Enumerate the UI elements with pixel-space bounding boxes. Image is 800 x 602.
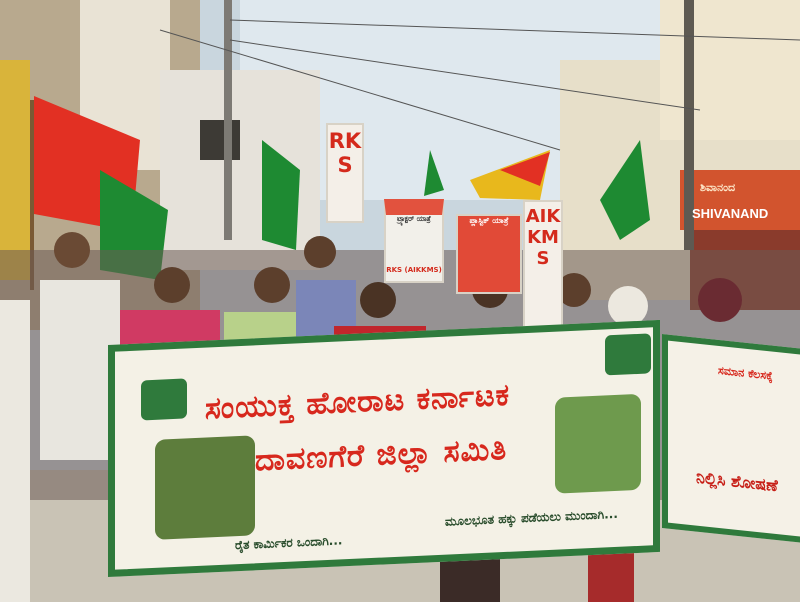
placard-kannada-right (456, 214, 522, 294)
placard-kannada-left (384, 199, 444, 283)
head (304, 236, 336, 268)
yellow-column (0, 60, 30, 280)
banner-line-1: ಸಂಯುಕ್ತ ಹೋರಾಟ ಕರ್ನಾಟಕ (205, 377, 511, 427)
shop-sign-kannada: ಶಿವಾನಂದ (700, 182, 736, 194)
head-maroon-scarf (698, 278, 742, 322)
rks-placard: RKS (326, 123, 364, 223)
field-photo-right (555, 394, 641, 494)
secondary-banner-bottom: ನಿಲ್ಲಿಸಿ ಶೋಷಣೆ (696, 467, 778, 496)
placard-left-text: ಟ್ರ್ಯಾಕ್ಟರ್ ಯಾತ್ರೆ (397, 215, 431, 223)
aikkms-placard: AIKKMS (523, 200, 563, 328)
shop-sign: SHIVANAND (692, 206, 769, 221)
banner-tagline-left: ರೈತ ಕಾರ್ಮಿಕರ ಒಂದಾಗಿ... (235, 533, 343, 553)
farmer-photo-left (155, 435, 255, 540)
shop-board (680, 170, 800, 230)
head (54, 232, 90, 268)
secondary-banner-top: ಸಮಾನ ಕೆಲಸಕ್ಕೆ (718, 363, 773, 383)
man-right-edge (0, 300, 30, 602)
window (200, 120, 240, 160)
utility-pole (224, 0, 232, 240)
placard-right-text: ಪ್ಲಾಸ್ಟಿಕ್ ಯಾತ್ರೆ (469, 216, 509, 225)
organization-logo-left (141, 378, 187, 420)
head (254, 267, 290, 303)
right-upper (660, 0, 800, 140)
organization-logo-right (605, 333, 651, 375)
banner-line-2: ದಾವಣಗೆರೆ ಜಿಲ್ಲಾ ಸಮಿತಿ (255, 431, 508, 479)
secondary-banner (662, 334, 800, 544)
banner-tagline-right: ಮೂಲಭೂತ ಹಕ್ಕು ಪಡೆಯಲು ಮುಂದಾಗಿ... (445, 506, 618, 529)
main-banner (108, 320, 660, 577)
placard-left-rks: RKS (AIKKMS) (386, 266, 442, 274)
head (360, 282, 396, 318)
head (154, 267, 190, 303)
